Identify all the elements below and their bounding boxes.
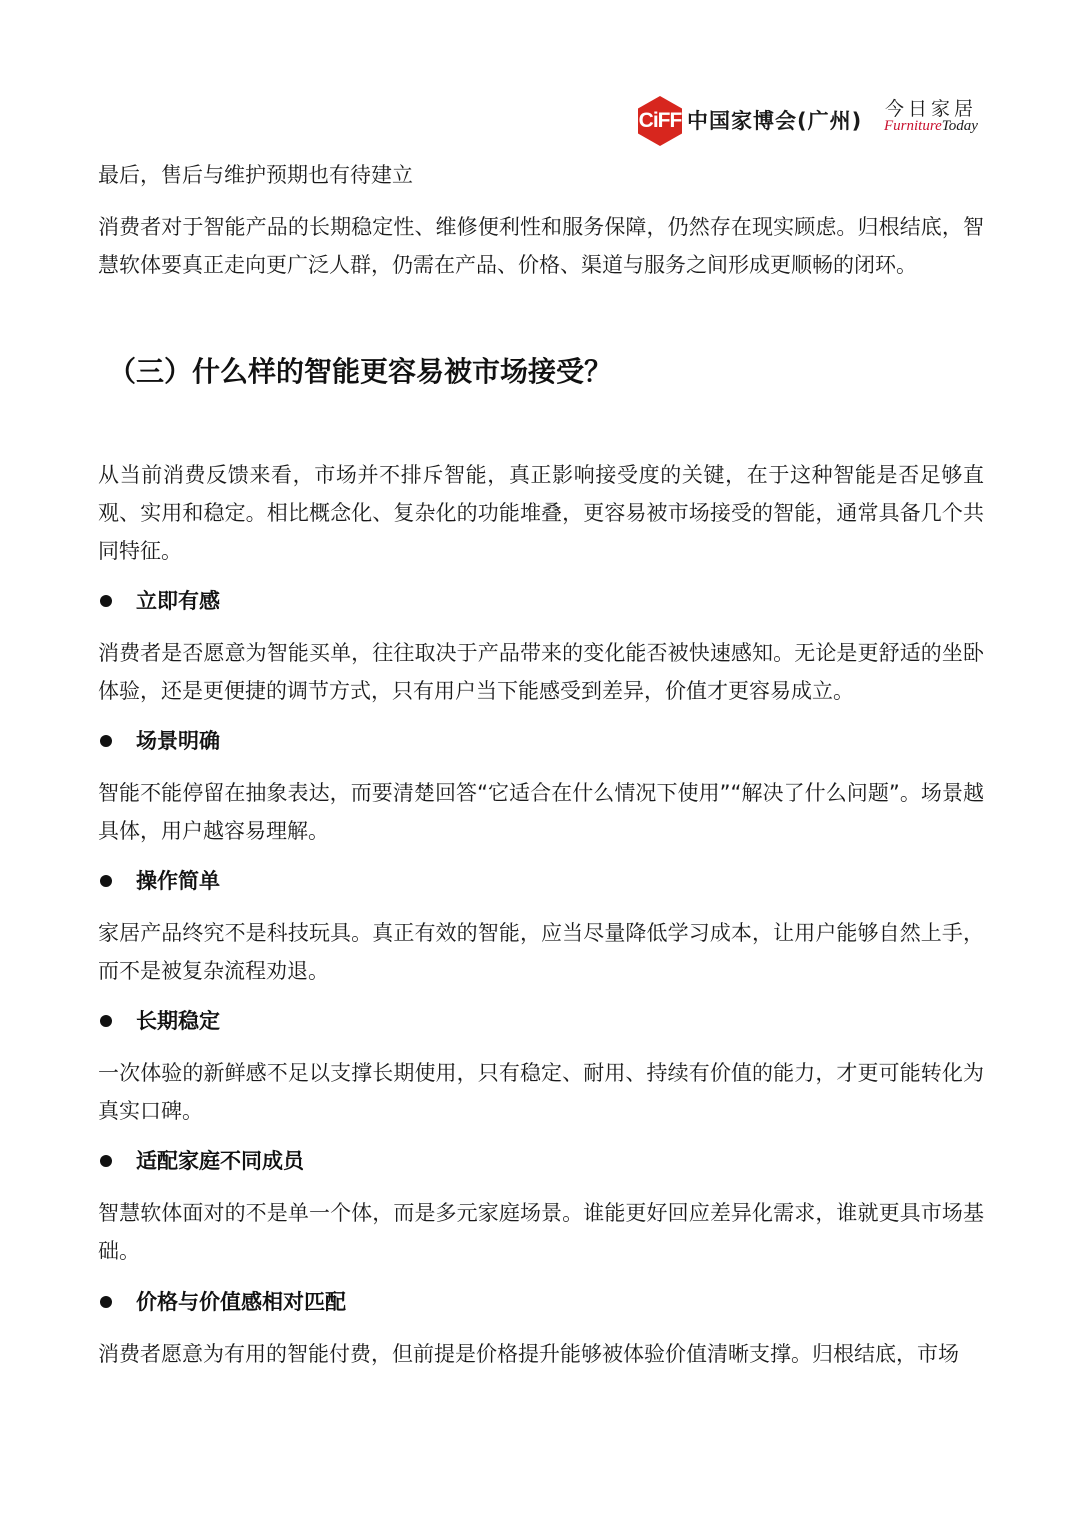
bullet-paragraph [98,1335,984,1373]
bullet-title: 长期稳定 [136,1009,220,1033]
ciff-logo [637,96,683,146]
ciff-logo-text: CiFF [638,109,682,132]
bullet-paragraph-text: 智慧软体面对的不是单一个体，而是多元家庭场景。谁能更好回应差异化需求，谁就更具市场基础。 [98,1201,984,1263]
section-intro-text: 从当前消费反馈来看，市场并不排斥智能，真正影响接受度的关键，在于这种智能是否足够直观、实用和稳定。相比概念化、复杂化的功能堆叠，更容易被市场接受的智能，通常具备几个共同特征。 [98,463,984,563]
bullet-dot-icon [100,595,112,607]
brand-en-today: Today [941,118,978,134]
page-header [637,92,987,144]
section-heading: （三）什么样的智能更容易被市场接受？ [108,355,613,388]
bullet-paragraph [98,634,984,710]
bullet-paragraph [98,774,984,850]
bullet-dot-icon [100,735,112,747]
bullet-dot-icon [100,1296,112,1308]
ciff-name: 中国家博会(广州) [687,109,863,133]
brand-en [884,118,978,135]
bullet-dot-icon [100,1155,112,1167]
paragraph-aftersales-text: 消费者对于智能产品的长期稳定性、维修便利性和服务保障，仍然存在现实顾虑。归根结底，智慧软体要真正走向更广泛人群，仍需在产品、价格、渠道与服务之间形成更顺畅的闭环。 [98,215,984,277]
bullet-paragraph-text: 一次体验的新鲜感不足以支撑长期使用，只有稳定、耐用、持续有价值的能力，才更可能转化为真实口碑。 [98,1061,984,1123]
bullet-title: 立即有感 [136,589,220,613]
brand-en-furniture: Furniture [884,118,942,134]
bullet-paragraph [98,914,984,990]
bullet-paragraph-text: 智能不能停留在抽象表达，而要清楚回答“它适合在什么情况下使用”“解决了什么问题”。场景越具体，用户越容易理解。 [98,781,984,843]
section-intro [98,456,984,570]
bullet-dot-icon [100,875,112,887]
bullet-title: 价格与价值感相对匹配 [136,1290,346,1314]
bullet-paragraph-text: 消费者愿意为有用的智能付费，但前提是价格提升能够被体验价值清晰支撑。归根结底，市场 [98,1342,959,1366]
bullet-title: 场景明确 [136,729,220,753]
bullet-paragraph-text: 家居产品终究不是科技玩具。真正有效的智能，应当尽量降低学习成本，让用户能够自然上手，而不是被复杂流程劝退。 [98,921,984,983]
bullet-paragraph-text: 消费者是否愿意为智能买单，往往取决于产品带来的变化能否被快速感知。无论是更舒适的坐卧体验，还是更便捷的调节方式，只有用户当下能感受到差异，价值才更容易成立。 [98,641,984,703]
paragraph-aftersales [98,208,984,284]
bullet-title: 操作简单 [136,869,220,893]
bullet-paragraph [98,1194,984,1270]
bullet-title: 适配家庭不同成员 [136,1149,304,1173]
brand-cn: 今日家居 [885,98,978,120]
bullet-paragraph [98,1054,984,1130]
bullet-dot-icon [100,1015,112,1027]
subheading-aftersales: 最后，售后与维护预期也有待建立 [98,163,413,187]
